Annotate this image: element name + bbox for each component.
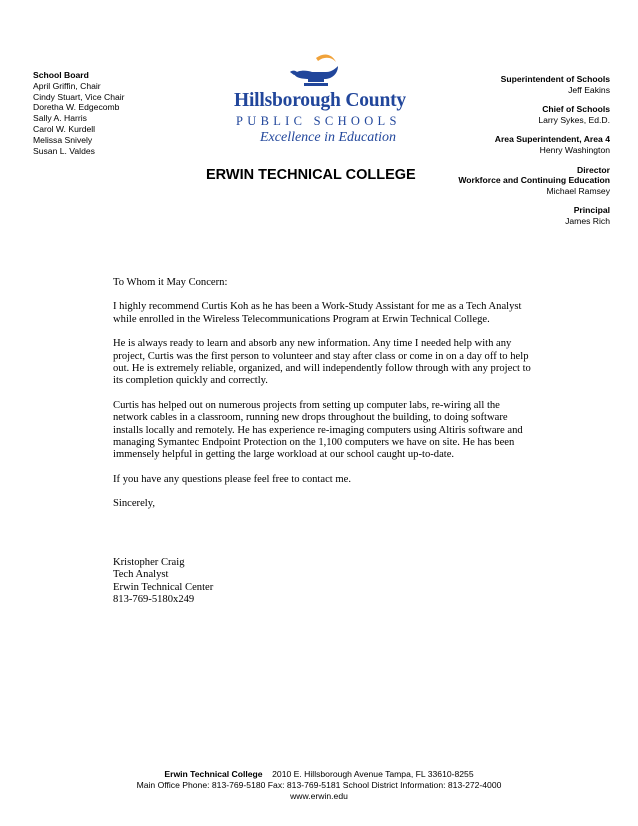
admin-name: Michael Ramsey (546, 185, 610, 196)
admin-entry (400, 205, 610, 226)
footer-phones: Main Office Phone: 813-769-5180 Fax: 813-769-5181 School District Information: 813-272-4000 (136, 780, 502, 791)
letter-paragraph: Curtis has helped out on numerous projects from setting up computer labs, re-wiring all the network cables in a classroom, running new drops throughout the building, to doing software installs locally and remotely. He has experience re-imaging computers using Altiris software and managing Symantec Endpoint Protection on the 1,100 computers we have on site. He has been immensely helpful in getting the large workload at our school caught up-to-date. (113, 399, 523, 461)
board-member: Melissa Snively (33, 134, 93, 145)
admin-name: Henry Washington (539, 144, 610, 155)
admin-role-department: Workforce and Continuing Education (458, 175, 610, 186)
footer-address: 2010 E. Hillsborough Avenue Tampa, FL 33610-8255 (272, 769, 474, 779)
letter-paragraph: I highly recommend Curtis Koh as he has been a Work-Study Assistant for me as a Tech Analyst while enrolled in the Wireless Telecommunications Program at Erwin Technical College. (113, 301, 522, 325)
footer-org: Erwin Technical College (164, 769, 263, 779)
signature-title: Tech Analyst (113, 569, 169, 581)
admin-role: Superintendent of Schools (500, 74, 610, 84)
footer-address-line (0, 769, 638, 780)
signature-name: Kristopher Craig (113, 556, 185, 568)
admin-name: James Rich (565, 215, 610, 226)
logo-tagline: Excellence in Education (260, 130, 397, 145)
admin-role: Director (577, 164, 610, 175)
lamp-of-learning-icon (280, 52, 350, 92)
admin-entry (400, 74, 610, 95)
letterhead-footer (0, 769, 638, 803)
administration-list (400, 74, 610, 236)
college-title: ERWIN TECHNICAL COLLEGE (206, 167, 416, 183)
signature-block (113, 557, 533, 607)
school-board-heading: School Board (33, 70, 89, 80)
admin-entry (400, 165, 610, 197)
district-logo (222, 52, 418, 152)
letter-closing: Sincerely, (113, 498, 155, 510)
admin-entry (400, 104, 610, 125)
letter-body (113, 277, 533, 606)
admin-name: Larry Sykes, Ed.D. (538, 114, 610, 125)
board-member: Doretha W. Edgecomb (33, 102, 120, 113)
letter-paragraph: He is always ready to learn and absorb any new information. Any time I needed help with any project, Curtis was the first person to volunteer and stay after class or come in on a day off to help out. He is extremely reliable, organized, and will independently follow through with any project to its completion quickly and correctly. (113, 338, 531, 387)
letter-paragraph: If you have any questions please feel free to contact me. (113, 473, 351, 485)
signature-phone: 813-769-5180x249 (113, 593, 195, 605)
admin-role: Area Superintendent, Area 4 (494, 134, 610, 145)
logo-district-name: Hillsborough County (234, 90, 406, 111)
letter-salutation: To Whom it May Concern: (113, 277, 228, 288)
signature-org: Erwin Technical Center (113, 581, 214, 593)
admin-role: Chief of Schools (542, 104, 610, 115)
board-member: Carol W. Kurdell (33, 123, 96, 134)
footer-website: www.erwin.edu (290, 791, 348, 802)
board-member: Cindy Stuart, Vice Chair (33, 91, 125, 102)
board-member: April Griffin, Chair (33, 80, 101, 91)
admin-name: Jeff Eakins (568, 84, 610, 95)
logo-public-schools: PUBLIC SCHOOLS (236, 114, 401, 128)
admin-entry (400, 134, 610, 155)
board-member: Susan L. Valdes (33, 145, 95, 156)
board-member: Sally A. Harris (33, 113, 87, 124)
admin-role: Principal (573, 205, 610, 216)
school-board-list (33, 70, 125, 156)
